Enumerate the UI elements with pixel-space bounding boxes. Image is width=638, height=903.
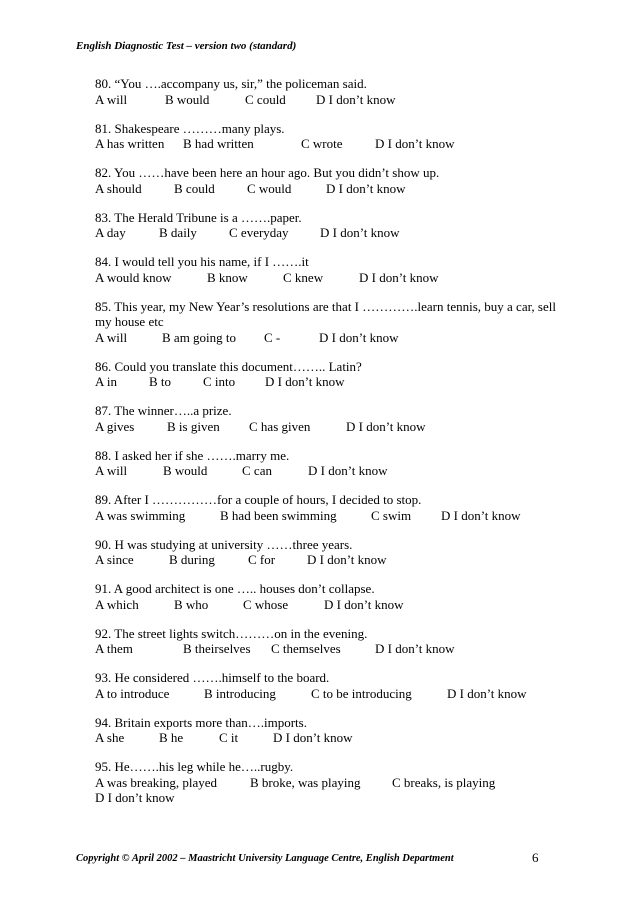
option-a: A which	[95, 596, 139, 612]
document-header: English Diagnostic Test – version two (standard)	[76, 40, 297, 52]
option-row	[95, 508, 565, 524]
option-row	[95, 597, 565, 613]
option-c: C wrote	[301, 136, 343, 151]
option-c: C into	[203, 374, 236, 389]
option-row	[95, 419, 565, 435]
option-d: D I don’t know	[447, 685, 527, 701]
option-d: D I don’t know	[273, 730, 353, 745]
option-row	[95, 270, 565, 286]
option-c: C everyday	[229, 225, 289, 240]
option-c: C swim	[371, 507, 412, 523]
option-d: D I don’t know	[346, 418, 426, 434]
option-row	[95, 181, 565, 197]
option-row	[95, 136, 565, 152]
question-stem: 92. The street lights switch………on in the evening.	[95, 625, 368, 641]
option-d: D I don’t know	[320, 225, 400, 240]
option-row	[95, 374, 565, 390]
option-a: A will	[95, 329, 128, 345]
question-86	[95, 359, 565, 390]
question-stem: 89. After I ……………for a couple of hours, I decided to stop.	[95, 492, 422, 507]
option-b: B he	[159, 730, 184, 745]
question-95	[95, 759, 565, 806]
question-stem: 91. A good architect is one ….. houses don’t collapse.	[95, 581, 375, 596]
option-a: A she	[95, 730, 125, 745]
option-a: A gives	[95, 418, 135, 434]
option-row	[95, 686, 565, 702]
option-c: C breaks, is playing	[392, 774, 496, 790]
question-94	[95, 715, 565, 746]
option-c: C has given	[249, 418, 311, 434]
option-d: D I don’t know	[307, 552, 387, 567]
question-list	[95, 76, 565, 819]
option-a: A should	[95, 180, 142, 196]
question-90	[95, 537, 565, 568]
option-c: C themselves	[271, 641, 341, 656]
question-stem: 87. The winner…..a prize.	[95, 403, 232, 418]
option-d: D I don’t know	[324, 596, 404, 612]
question-stem: 80. “You ….accompany us, sir,” the policeman said.	[95, 76, 367, 91]
option-a: A in	[95, 374, 118, 389]
option-b: B theirselves	[183, 641, 251, 656]
option-d: D I don’t know	[375, 641, 455, 656]
option-row	[95, 552, 565, 568]
question-83	[95, 210, 565, 241]
question-stem: 81. Shakespeare ………many plays.	[95, 120, 285, 136]
question-stem: 85. This year, my New Year’s resolutions are that I ………….learn tennis, buy a car, sell my house etc	[95, 298, 556, 329]
option-b: B is given	[167, 418, 220, 434]
option-a: A since	[95, 552, 134, 567]
question-81	[95, 121, 565, 152]
option-b: B during	[169, 552, 215, 567]
option-b: B am going to	[162, 329, 237, 345]
question-91	[95, 581, 565, 612]
question-stem: 95. He…….his leg while he…..rugby.	[95, 759, 294, 774]
option-d: D I don’t know	[441, 507, 521, 523]
option-c: C -	[264, 329, 281, 345]
option-c: C would	[247, 180, 292, 196]
option-row	[95, 92, 565, 108]
option-b: B could	[174, 180, 215, 196]
option-b: B broke, was playing	[250, 774, 361, 790]
question-87	[95, 403, 565, 434]
question-88	[95, 448, 565, 479]
option-row	[95, 775, 565, 791]
page-number: 6	[532, 850, 539, 865]
option-row	[95, 730, 565, 746]
option-c: C to be introducing	[311, 685, 412, 701]
option-b: B had been swimming	[220, 507, 337, 523]
option-row	[95, 463, 565, 479]
option-a: A has written	[95, 136, 165, 151]
option-b: B would	[165, 91, 210, 107]
question-89	[95, 492, 565, 523]
option-b: B to	[149, 374, 172, 389]
option-b: B introducing	[204, 685, 276, 701]
document-footer: Copyright © April 2002 – Maastricht University Language Centre, English Department	[76, 853, 454, 864]
option-b: B daily	[159, 225, 197, 240]
option-c: C knew	[283, 269, 324, 285]
question-82	[95, 165, 565, 196]
question-93	[95, 670, 565, 701]
option-d: D I don’t know	[359, 269, 439, 285]
option-c: C for	[248, 552, 276, 567]
question-80	[95, 76, 565, 107]
option-d: D I don’t know	[319, 329, 399, 345]
question-stem: 82. You ……have been here an hour ago. But you didn’t show up.	[95, 165, 440, 180]
question-stem: 84. I would tell you his name, if I …….it	[95, 254, 309, 269]
option-a: A them	[95, 641, 133, 656]
option-d: D I don’t know	[308, 463, 388, 478]
option-d: D I don’t know	[326, 180, 406, 196]
option-c: C can	[242, 463, 272, 478]
option-a: A would know	[95, 269, 172, 285]
question-85	[95, 299, 565, 346]
option-row	[95, 790, 565, 806]
option-b: B would	[163, 463, 208, 478]
option-row	[95, 641, 565, 657]
question-92	[95, 626, 565, 657]
option-d: D I don’t know	[375, 136, 455, 151]
option-b: B had written	[183, 136, 254, 151]
question-84	[95, 254, 565, 285]
option-a: A will	[95, 463, 128, 478]
question-stem: 93. He considered …….himself to the board.	[95, 670, 330, 685]
option-b: B who	[174, 596, 209, 612]
option-a: A will	[95, 91, 128, 107]
option-a: A day	[95, 225, 126, 240]
option-c: C whose	[243, 596, 289, 612]
option-b: B know	[207, 269, 248, 285]
option-c: C it	[219, 730, 239, 745]
option-a: A to introduce	[95, 685, 170, 701]
option-d: D I don’t know	[265, 374, 345, 389]
question-stem: 88. I asked her if she …….marry me.	[95, 447, 290, 463]
question-stem: 83. The Herald Tribune is a …….paper.	[95, 209, 302, 225]
option-c: C could	[245, 91, 286, 107]
option-a: A was swimming	[95, 507, 186, 523]
question-stem: 86. Could you translate this document…….. Latin?	[95, 358, 362, 374]
option-row	[95, 225, 565, 241]
option-d: D I don’t know	[95, 790, 175, 805]
question-stem: 94. Britain exports more than….imports.	[95, 714, 307, 730]
option-d: D I don’t know	[316, 91, 396, 107]
option-a: A was breaking, played	[95, 774, 218, 790]
option-row	[95, 330, 565, 346]
question-stem: 90. H was studying at university ……three years.	[95, 536, 353, 552]
